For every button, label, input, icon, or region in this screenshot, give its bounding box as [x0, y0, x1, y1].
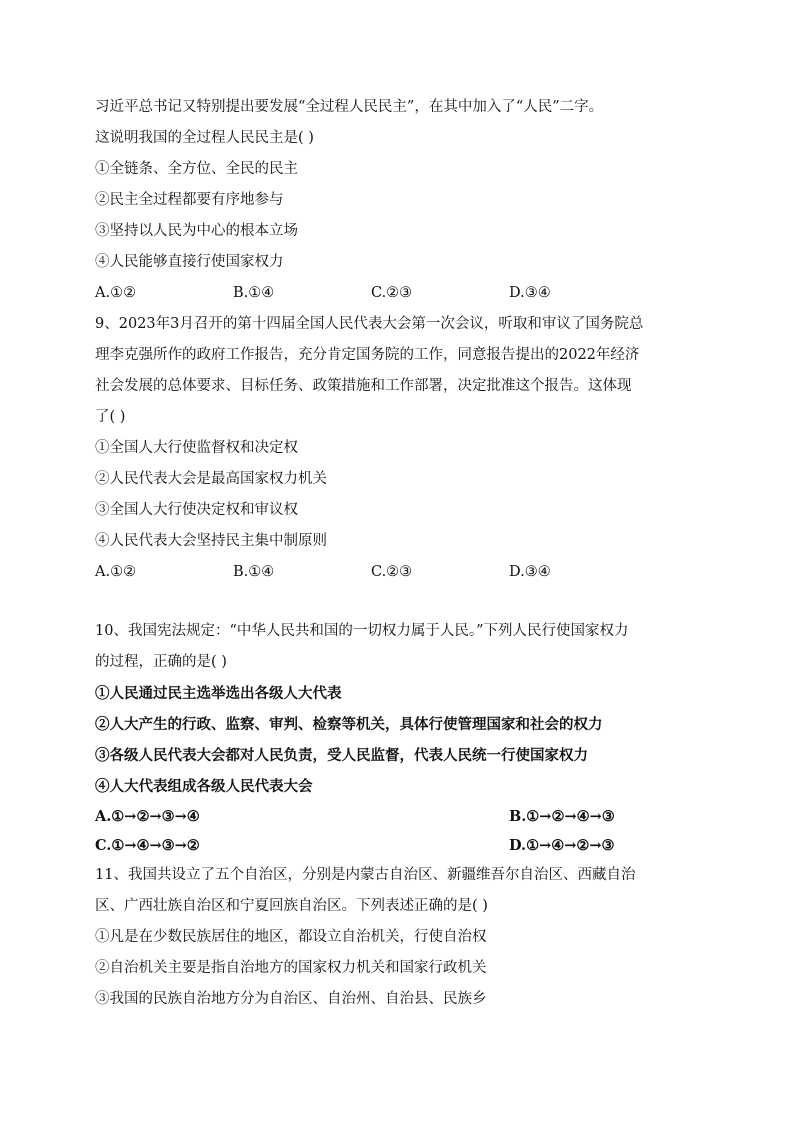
question-stem: 这说明我国的全过程人民民主是( )	[95, 130, 314, 146]
question-11	[95, 860, 705, 1015]
statement-item: ③全国人大行使决定权和审议权	[95, 502, 298, 518]
statement-item: ②民主全过程都要有序地参与	[95, 192, 284, 208]
option-b: B.①④	[233, 285, 275, 301]
option-c: C.②③	[371, 564, 413, 580]
statement-item: ①全链条、全方位、全民的民主	[95, 161, 298, 177]
statement-item: ②人民代表大会是最高国家权力机关	[95, 471, 327, 487]
option-a: A.①②	[95, 285, 137, 301]
option-d: D.①→④→②→③	[509, 837, 615, 854]
option-b: B.①④	[233, 564, 275, 580]
answer-options	[95, 557, 705, 588]
question-8	[95, 92, 705, 309]
question-stem: 9、2023年3月召开的第十四届全国人民代表大会第一次会议，听取和审议了国务院总	[95, 316, 644, 332]
question-stem: 理李克强所作的政府工作报告，充分肯定国务院的工作，同意报告提出的2022年经济	[95, 347, 640, 363]
question-stem: 习近平总书记又特别提出要发展“全过程人民民主”，在其中加入了“人民”二字。	[95, 99, 604, 115]
statement-item: ①人民通过民主选举选出各级人大代表	[95, 685, 342, 702]
answer-options-row-1	[95, 802, 705, 831]
answer-options	[95, 278, 705, 309]
question-stem: 了( )	[95, 409, 126, 425]
option-a: A.①→②→③→④	[95, 808, 200, 825]
statement-item: ③坚持以人民为中心的根本立场	[95, 223, 298, 239]
option-c: C.①→④→③→②	[95, 837, 200, 854]
question-stem: 的过程，正确的是( )	[95, 654, 227, 670]
question-9	[95, 309, 705, 588]
spacer	[95, 588, 705, 616]
question-stem: 10、我国宪法规定：“中华人民共和国的一切权力属于人民。”下列人民行使国家权力	[95, 623, 629, 639]
statement-item: ③各级人民代表大会都对人民负责，受人民监督，代表人民统一行使国家权力	[95, 747, 588, 764]
document-page	[95, 92, 705, 1015]
statement-item: ④人民能够直接行使国家权力	[95, 254, 284, 270]
statement-item: ④人民代表大会坚持民主集中制原则	[95, 533, 327, 549]
question-stem: 社会发展的总体要求、目标任务、政策措施和工作部署，决定批准这个报告。这体现	[95, 378, 632, 394]
option-c: C.②③	[371, 285, 413, 301]
statement-item: ②人大产生的行政、监察、审判、检察等机关，具体行使管理国家和社会的权力	[95, 716, 603, 733]
option-d: D.③④	[509, 285, 551, 301]
statement-item: ③我国的民族自治地方分为自治区、自治州、自治县、民族乡	[95, 991, 487, 1007]
option-d: D.③④	[509, 564, 551, 580]
statement-item: ①凡是在少数民族居住的地区，都设立自治机关，行使自治权	[95, 929, 487, 945]
option-b: B.①→②→④→③	[509, 808, 615, 825]
statement-item: ④人大代表组成各级人民代表大会	[95, 778, 313, 795]
question-stem: 区、广西壮族自治区和宁夏回族自治区。下列表述正确的是( )	[95, 898, 488, 914]
option-a: A.①②	[95, 564, 137, 580]
answer-options-row-2	[95, 831, 705, 860]
statement-item: ②自治机关主要是指自治地方的国家权力机关和国家行政机关	[95, 960, 487, 976]
question-10	[95, 616, 705, 860]
question-stem: 11、我国共设立了五个自治区，分别是内蒙古自治区、新疆维吾尔自治区、西藏自治	[95, 867, 636, 883]
statement-item: ①全国人大行使监督权和决定权	[95, 440, 298, 456]
